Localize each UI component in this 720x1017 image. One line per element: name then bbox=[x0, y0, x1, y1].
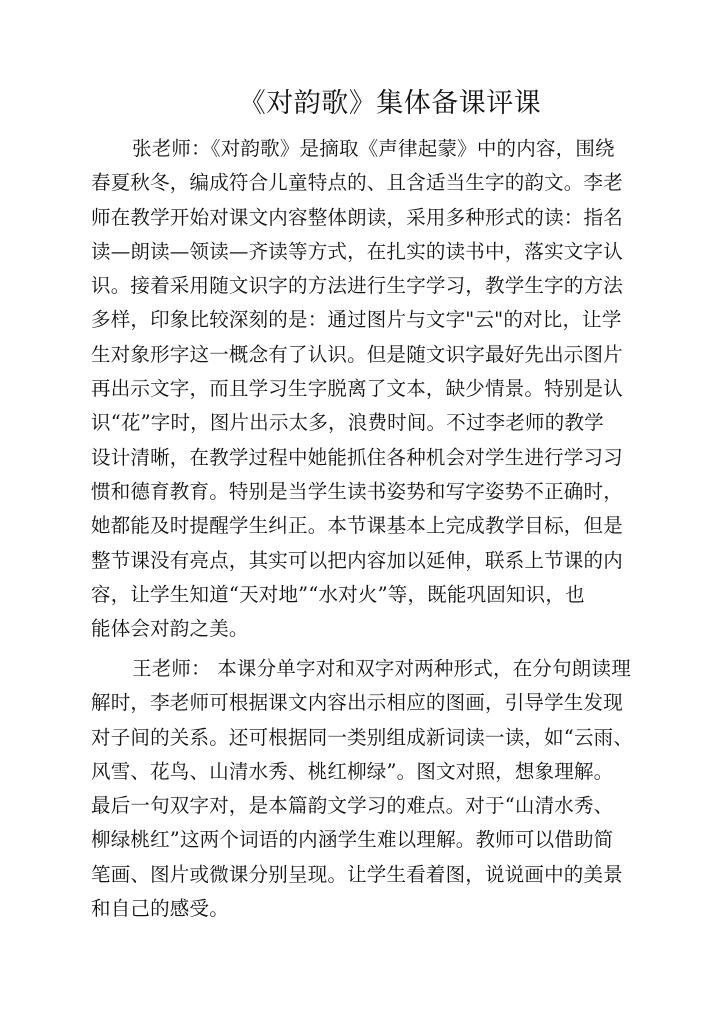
text-line: 柳绿桃红”这两个词语的内涵学生难以理解。教师可以借助简 bbox=[91, 828, 614, 852]
text-line: 能体会对韵之美。 bbox=[91, 617, 249, 641]
text-line: 笔画、图片或微课分别呈现。让学生看着图，说说画中的美景 bbox=[91, 862, 623, 886]
text-line: 和自己的感受。 bbox=[91, 897, 229, 921]
text-line: 整节课没有亮点，其实可以把内容加以延伸，联系上节课的内 bbox=[91, 548, 623, 572]
paragraph-wang-teacher bbox=[91, 652, 634, 926]
paragraph-zhang-teacher bbox=[91, 132, 621, 646]
text-line: 解时，李老师可根据课文内容出示相应的图画，引导学生发现 bbox=[91, 691, 623, 715]
text-line: 生对象形字这一概念有了认识。但是随文识字最好先出示图片 bbox=[91, 342, 623, 366]
text-line: 对子间的关系。还可根据同一类别组成新词读一读，如“云雨、 bbox=[91, 725, 634, 749]
text-line: 春夏秋冬，编成符合儿童特点的、且含适当生字的韵文。李老 bbox=[91, 171, 623, 195]
text-line: 容，让学生知道“天对地”“水对火”等，既能巩固知识，也 bbox=[91, 582, 585, 606]
text-line: 多样，印象比较深刻的是：通过图片与文字"云"的对比，让学 bbox=[91, 308, 622, 332]
text-line: 张老师：《对韵歌》是摘取《声律起蒙》中的内容，围绕 bbox=[132, 137, 615, 160]
text-line: 识。接着采用随文识字的方法进行生字学习，教学生字的方法 bbox=[91, 274, 623, 298]
text-line: 王老师： 本课分单字对和双字对两种形式，在分句朗读理 bbox=[132, 657, 631, 680]
text-line: 最后一句双字对，是本篇韵文学习的难点。对于“山清水秀、 bbox=[91, 794, 614, 818]
text-line: 设计清晰，在教学过程中她能抓住各种机会对学生进行学习习 bbox=[91, 445, 623, 469]
text-line: 再出示文字，而且学习生字脱离了文本，缺少情景。特别是认 bbox=[91, 377, 623, 401]
text-line: 识“花”字时，图片出示太多，浪费时间。不过李老师的教学 bbox=[91, 411, 604, 435]
text-line: 惯和德育教育。特别是当学生读书姿势和写字姿势不正确时， bbox=[91, 479, 623, 503]
text-line: 读—朗读—领读—齐读等方式，在扎实的读书中，落实文字认 bbox=[91, 239, 623, 263]
document-title: 《对韵歌》集体备课评课 bbox=[238, 88, 542, 119]
text-line: 她都能及时提醒学生纠正。本节课基本上完成教学目标，但是 bbox=[91, 514, 623, 538]
text-line: 师在教学开始对课文内容整体朗读，采用多种形式的读：指名 bbox=[91, 205, 623, 229]
text-line: 风雪、花鸟、山清水秀、桃红柳绿”。图文对照，想象理解。 bbox=[91, 759, 614, 783]
